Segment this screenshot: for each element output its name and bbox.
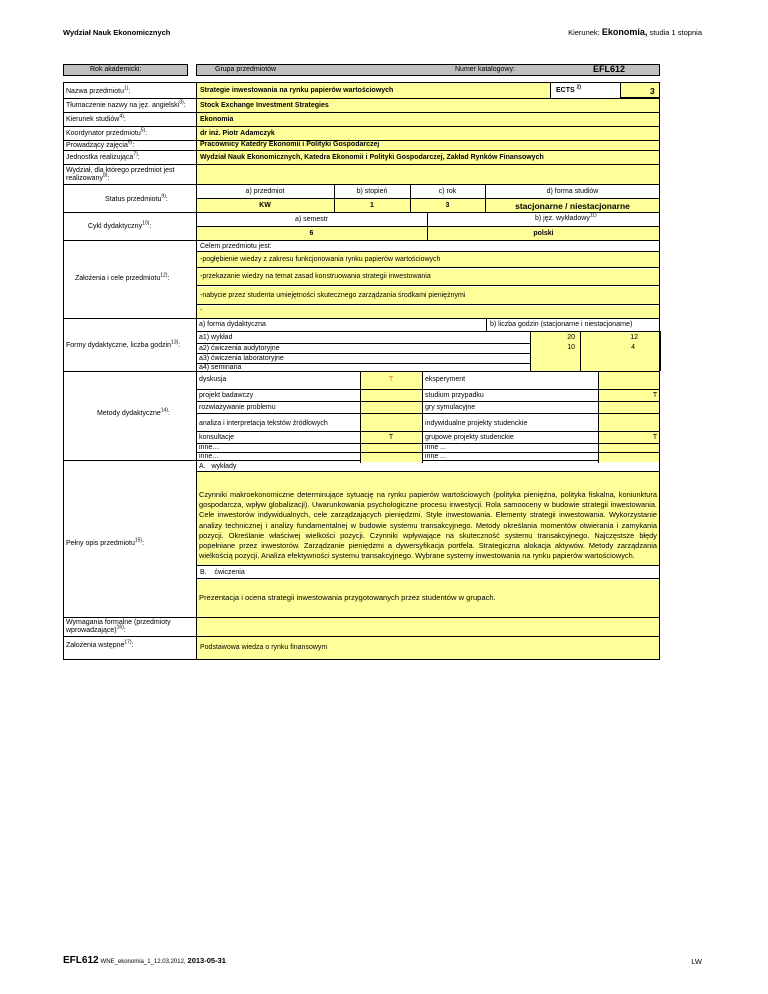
metoda-left-0: dyskusja	[199, 376, 227, 383]
formy-label: Formy dydaktyczne, liczba godzin$^{13)}$:	[66, 339, 181, 349]
metoda-left-6: inne…	[199, 453, 220, 460]
zalozenia-item-4: -	[200, 307, 203, 314]
tlumaczenie-value: Stock Exchange Investment Strategies	[200, 102, 329, 109]
forma-a4: a4) seminaria	[199, 364, 242, 371]
metoda-right-6: inne ...	[425, 453, 447, 460]
opis-label: Pełny opis przedmiotu$^{15)}$:	[66, 537, 145, 547]
wymagania-label: Wymagania formalne (przedmioty	[66, 619, 171, 626]
kierunek-field	[197, 113, 659, 126]
kierunek-prefix: Kierunek:	[568, 28, 600, 37]
forma-a1: a1) wykład	[199, 334, 233, 341]
status-b-label: b) stopień	[356, 188, 388, 195]
metoda-left-2: rozwiazywanie problemu	[199, 404, 276, 411]
nazwa-value: Strategie inwestowania na rynku papierów wartościowych	[200, 87, 394, 94]
prowadzacy-value: Pracownicy Katedry Ekonomii i Polityki Gospodarczej	[200, 141, 380, 148]
nazwa-label: Nazwa przedmiotu$^{1)}$:	[66, 85, 131, 95]
cykl-a-value: 6	[309, 230, 314, 237]
status-d-label: d) forma studiów	[546, 188, 599, 195]
jednostka-label: Jednostka realizująca$^{7)}$:	[66, 151, 140, 161]
forma-a2-st: 10	[567, 344, 575, 351]
metoda-rmark-1: T	[652, 392, 658, 399]
status-a-value: KW	[259, 202, 271, 209]
kierunek-value: Ekonomia	[200, 116, 234, 123]
metody-label: Metody dydaktyczne$^{14)}$:	[97, 407, 170, 417]
status-c-value: 3	[445, 202, 450, 209]
metoda-right-3: indywidualne projekty studenckie	[425, 420, 528, 427]
footer-initials: LW	[691, 957, 702, 966]
zalozenia-label: Założenia i cele przedmiotu$^{12)}$:	[75, 272, 170, 282]
forma-a1-st: 20	[567, 334, 575, 341]
cykl-b-label: b) jęz. wykładowy$^{11)}$	[535, 212, 597, 222]
opis-b-heading: B. ćwiczenia	[200, 569, 245, 576]
zalozenia-item-3: -nabycie przez studenta umiejętności skutecznego zarządzania środkami pieniężnymi	[200, 292, 466, 299]
status-label: Status przedmiotu$^{9)}$:	[105, 193, 168, 203]
grupa-label: Grupa przedmiotów	[215, 66, 277, 73]
wydzial-field	[197, 165, 659, 184]
prowadzacy-label: Prowadzący zajęcia$^{6)}$:	[66, 139, 135, 149]
faculty-header: Wydział Nauk Ekonomicznych	[63, 28, 171, 37]
rok-label: Rok akademicki:	[90, 66, 142, 73]
formy-b-header: b) liczba godzin (stacjonarne i niestacjonarne)	[490, 321, 633, 328]
metoda-rmark-4: T	[652, 434, 658, 441]
footer-left: EFL612 WNE_ekonomia_1_12.03.2012, 2013-05-31	[63, 955, 226, 966]
metoda-right-1: studium przypadku	[425, 392, 484, 399]
status-a-label: a) przedmiot	[245, 188, 285, 195]
kierunek-name: Ekonomia,	[601, 27, 648, 37]
metoda-right-2: gry symulacyjne	[425, 404, 476, 411]
formy-a-header: a) forma dydaktyczna	[199, 321, 266, 328]
status-b-value: 1	[370, 202, 374, 209]
metoda-right-0: eksperyment	[425, 376, 466, 383]
wymagania-label-2: wprowadzające)$^{16)}$:	[66, 624, 126, 634]
forma-a1-nst: 12	[630, 334, 638, 341]
opis-a-text: Czynniki makroekonomiczne determinujące sytuację na rynku papierów wartościowych (polityka pieniężna, polityka fiskalna, koniunktura gospodarcza, wpływ globalizacji). Uwarunkowania psychologiczne procesu inwestycji. Rola samooceny w budowie strategii inwestowania. Cele inwestorów indywidualnych, cele zarządzających pieniędzmi. Style inwestowania. Elementy strategii inwestowania. Wykorzystanie analizy technicznej i analizy fundamentalnej w budowie systemu transakcyjnego. Metody określania momentów otwierania i zamykania pozycji. Określanie właściwej wielkości pozycji. Czynniki wpływające na skuteczność systemu transakcyjnego. Najczęstsze błędy popełniane przez inwestorów. Zarządzanie pieniędzmi a dywersyfikacja portfela. Strategiczna alokacja aktywów. Metody zarządzania wielkością pozycji. Analiza efektywności systemu transakcyjnego. Wybrane systemy inwestowania na rynku papierów wartościowych.	[199, 490, 657, 561]
kierunek-suffix: studia 1 stopnia	[649, 28, 702, 37]
status-c-label: c) rok	[438, 188, 457, 195]
metoda-left-4: konsultacje	[199, 434, 235, 441]
koordynator-label: Koordynator przedmiotu$^{5)}$:	[66, 127, 148, 137]
forma-a2: a2) ćwiczenia audytoryjne	[199, 345, 280, 352]
numer-label: Numer katalogowy:	[455, 66, 515, 73]
wydzial-label: Wydział, dla którego przedmiot jest	[66, 167, 175, 174]
metoda-lmark-0: T	[388, 376, 394, 383]
wydzial-label-2: realizowany$^{8)}$:	[66, 172, 110, 182]
ects-value: 3	[650, 86, 655, 96]
forma-a3: a3) ćwiczenia laboratoryjne	[199, 355, 284, 362]
status-d-value: stacjonarne / niestacjonarne	[515, 201, 630, 211]
cykl-label: Cykl dydaktyczny$^{10)}$:	[88, 220, 152, 230]
opis-a-heading: A. wykłady	[199, 463, 237, 470]
kierunek-header	[568, 27, 702, 37]
kierunek-label: Kierunek studiów$^{4)}$:	[66, 113, 126, 123]
metoda-lmark-4: T	[388, 434, 394, 441]
metoda-left-3: analiza i interpretacja tekstów źródłowych	[199, 420, 328, 427]
wstepne-label: Założenia wstępne$^{17)}$:	[66, 639, 134, 649]
ects-label: ECTS $^{2)}$	[556, 84, 582, 94]
jednostka-value: Wydział Nauk Ekonomicznych, Katedra Ekonomii i Polityki Gospodarczej, Zakład Rynków Finansowych	[200, 154, 544, 161]
zalozenia-item-1: -pogłębienie wiedzy z zakresu funkcjonowania rynku papierów wartościowych	[200, 256, 441, 263]
metoda-left-5: inne…	[199, 444, 220, 451]
cykl-b-value: polski	[533, 230, 554, 237]
metoda-right-4: grupowe projekty studenckie	[425, 434, 514, 441]
tlumaczenie-label: Tłumaczenie nazwy na jęz. angielski$^{3)}$:	[66, 99, 186, 109]
zalozenia-item-2: -przekazanie wiedzy na temat zasad konstruowania strategii inwestowania	[200, 273, 431, 280]
cykl-a-label: a) semestr	[294, 216, 329, 223]
metoda-right-5: inne ...	[425, 444, 447, 451]
numer-value: EFL612	[593, 64, 626, 74]
opis-b-text: Prezentacja i ocena strategii inwestowania przygotowanych przez studentów w grupach.	[199, 593, 496, 602]
koordynator-value: dr inż. Piotr Adamczyk	[200, 130, 275, 137]
zalozenia-intro: Celem przedmiotu jest:	[200, 243, 272, 250]
wstepne-value: Podstawowa wiedza o rynku finansowym	[200, 644, 328, 651]
wymagania-field	[197, 618, 659, 636]
forma-a2-nst: 4	[631, 344, 635, 351]
metoda-left-1: projekt badawczy	[199, 392, 254, 399]
